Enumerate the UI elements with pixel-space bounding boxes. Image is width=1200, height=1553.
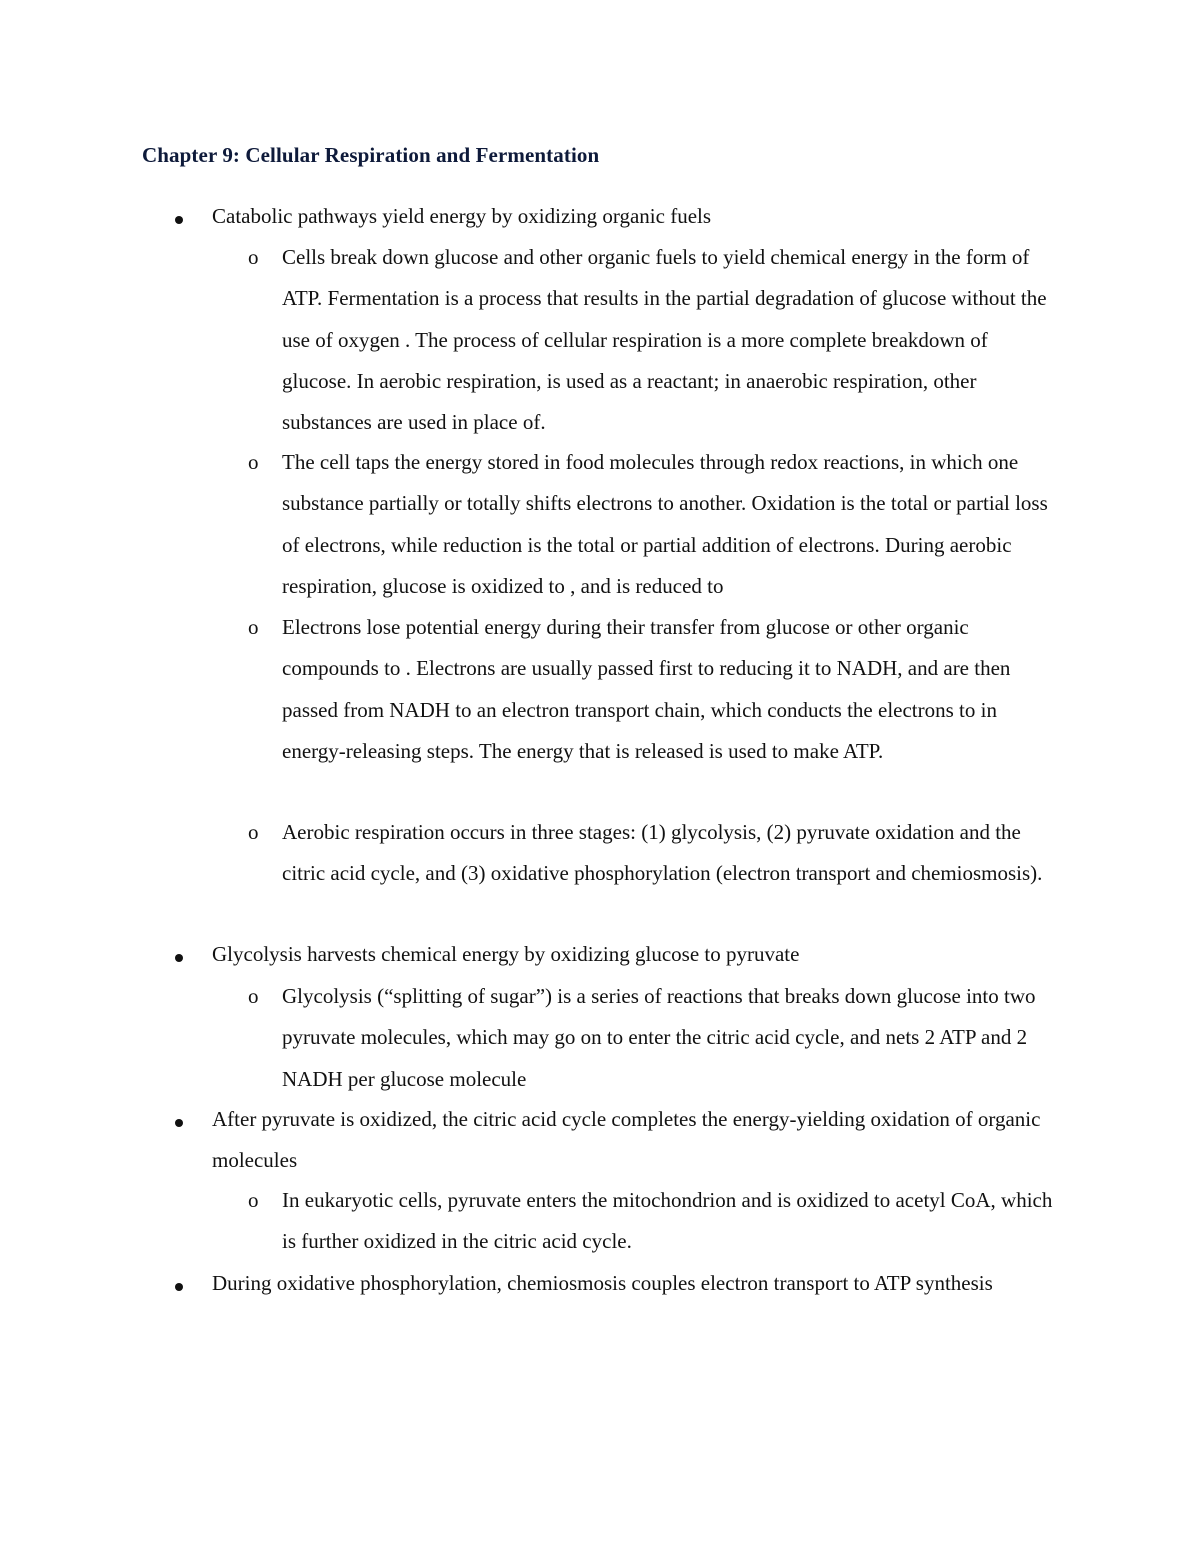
bullet-text: After pyruvate is oxidized, the citric acid cycle completes the energy-yielding oxidation of organic molecules <box>212 1107 1041 1172</box>
sub-item-text: The cell taps the energy stored in food molecules through redox reactions, in which one substance partially or totally shifts electrons to another. Oxidation is the total or partial loss of electrons, while reduction is the total or partial addition of electrons. During aerobic respiration, glucose is oxidized to , and is reduced to <box>282 450 1048 598</box>
sub-bullet-marker: o <box>248 820 259 844</box>
sub-item-text: In eukaryotic cells, pyruvate enters the mitochondrion and is oxidized to acetyl CoA, which is further oxidized in the citric acid cycle. <box>282 1188 1053 1254</box>
chapter-title: Chapter 9: Cellular Respiration and Fermentation <box>142 143 600 167</box>
sub-bullet-marker: o <box>248 1188 259 1212</box>
bullet-item-catabolic-pathways <box>168 204 1068 234</box>
bullet-dot <box>175 954 183 962</box>
sub-item-text: Electrons lose potential energy during their transfer from glucose or other organic compounds to . Electrons are usually passed first to reducing it to NADH, and are then passed from NADH to an electron transport chain, which conducts the electrons to in energy-releasing steps. The energy that is released is used to make ATP. <box>282 615 1011 763</box>
sub-item-text: Aerobic respiration occurs in three stages: (1) glycolysis, (2) pyruvate oxidation and the citric acid cycle, and (3) oxidative phosphorylation (electron transport and chemiosmosis). <box>282 820 1043 886</box>
bullet-text: Glycolysis harvests chemical energy by oxidizing glucose to pyruvate <box>212 942 800 966</box>
bullet-text: Catabolic pathways yield energy by oxidizing organic fuels <box>212 204 712 228</box>
sub-bullet-marker: o <box>248 245 259 269</box>
bullet-dot <box>175 1283 183 1291</box>
bullet-dot <box>175 1119 183 1127</box>
sub-bullet-marker: o <box>248 615 259 639</box>
bullet-text: During oxidative phosphorylation, chemiosmosis couples electron transport to ATP synthesis <box>212 1271 993 1295</box>
sub-item-text: Glycolysis (“splitting of sugar”) is a series of reactions that breaks down glucose into two pyruvate molecules, which may go on to enter the citric acid cycle, and nets 2 ATP and 2 NADH per glucose molecule <box>282 984 1036 1091</box>
sub-bullet-marker: o <box>248 450 259 474</box>
sub-bullet-marker: o <box>248 984 259 1008</box>
bullet-dot <box>175 216 183 224</box>
sub-item-text: Cells break down glucose and other organic fuels to yield chemical energy in the form of ATP. Fermentation is a process that results in the partial degradation of glucose without the use of oxygen . The process of cellular respiration is a more complete breakdown of glucose. In aerobic respiration, is used as a reactant; in anaerobic respiration, other substances are used in place of. <box>282 245 1047 435</box>
